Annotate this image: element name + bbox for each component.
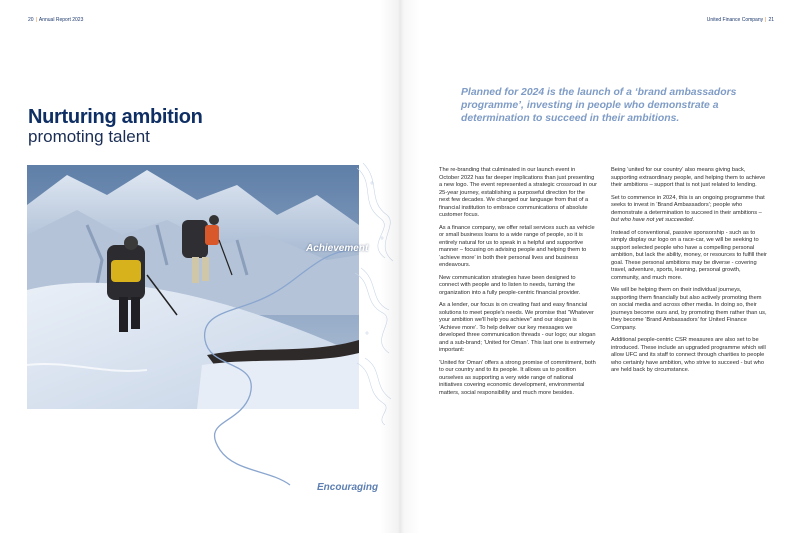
paragraph: Instead of conventional, passive sponsorship - such as to simply display our logo on a race-car, we will be seeking to support selected people who have a compelling personal ambition, but lack the ability, money, or resources to fulfill their goal. These personal ambitions may be diverse - covering travel, adventure, sports, learning, personal growth, community, and much more. — [611, 229, 767, 281]
paragraph: ‘United for Oman’ offers a strong promise of commitment, both to our country and to its people. It allows us to position ourselves as supporting a very wide range of national initiatives covering economic development, environmental matters, social responsibility and much more besides. — [439, 359, 596, 396]
right-page-number: 21 — [768, 17, 774, 23]
paragraph: We will be helping them on their individual journeys, supporting them financially but also actively promoting them on social media and across other media. In doing so, their journeys become ours and, by promoting them rather than us, they become ‘Brand Ambassadors’ for United Finance Company. — [611, 287, 767, 331]
heading-main: Nurturing ambition — [28, 106, 203, 128]
paragraph-with-emphasis — [611, 195, 769, 225]
paragraph-text: Set to commence in 2024, this is an ongoing programme that seeks to invest in ‘Brand Ambassadors’; people who demonstrate a determination to succeed in their ambitions – — [611, 194, 765, 216]
paragraph: New communication strategies have been designed to connect with people and to listen to needs, turning the organization into a fully people-centric financial provider. — [439, 274, 581, 296]
left-page — [20, 0, 400, 533]
body-column-2 — [611, 167, 769, 380]
section-heading — [28, 106, 203, 146]
pull-quote: Planned for 2024 is the launch of a ‘brand ambassadors programme’, investing in people who demonstrate a determination to succeed in their ambitions. — [461, 87, 737, 124]
publication-title: Annual Report 2023 — [38, 17, 84, 23]
paragraph: Additional people-centric CSR measures are also set to be introduced. These include an upgraded programme which will allow UFC and its staff to connect through charities to people who certainly have ambition, who strive to succeed - but who are held back by circumstance. — [611, 337, 766, 373]
company-name: United Finance Company — [706, 17, 764, 23]
emphasis-text: but who have not yet succeeded. — [611, 217, 695, 223]
journey-route-line — [180, 220, 400, 505]
callout-achievement: Achievement — [306, 243, 369, 254]
paragraph: As a finance company, we offer retail services such as vehicle or small business loans to a wide range of people, so it is entirely natural for us to speak in a helpful and supportive manner – focusing on advising people and helping them to ‘achieve more’ in both their personal lives and business endeavours. — [439, 224, 595, 268]
left-page-number: 20 — [28, 17, 34, 23]
heading-sub: promoting talent — [28, 127, 150, 146]
right-page — [400, 0, 780, 533]
paragraph: The re-branding that culminated in our launch event in October 2022 has far deeper implications than just presenting a new logo. The event represented a strategic crossroad in our 25-year journey, establishing a purposeful direction for the next few decades. We changed our language from that of a financial institution to embrace communications of absolute customer focus. — [439, 167, 597, 218]
right-folio: United Finance Company | 21 — [706, 17, 774, 23]
paragraph: As a lender, our focus is on creating fast and easy financial solutions to meet people's needs. We promise that “Whatever your ambition we'll help you achieve” and our slogan is ‘Achieve more’. To help deliver our key messages we developed three communication threads - our logo; our slogan and a sub-brand; ‘United for Oman’. This last one is extremely important: — [439, 302, 596, 353]
callout-encouraging: Encouraging — [317, 482, 379, 493]
paragraph: Being ‘united for our country’ also means giving back, supporting extraordinary people, and helping them to achieve their ambitions – support that is not just related to lending. — [611, 167, 766, 188]
left-folio: 20 | Annual Report 2023 — [28, 17, 84, 23]
body-column-1 — [439, 167, 597, 402]
report-spread — [20, 0, 780, 533]
